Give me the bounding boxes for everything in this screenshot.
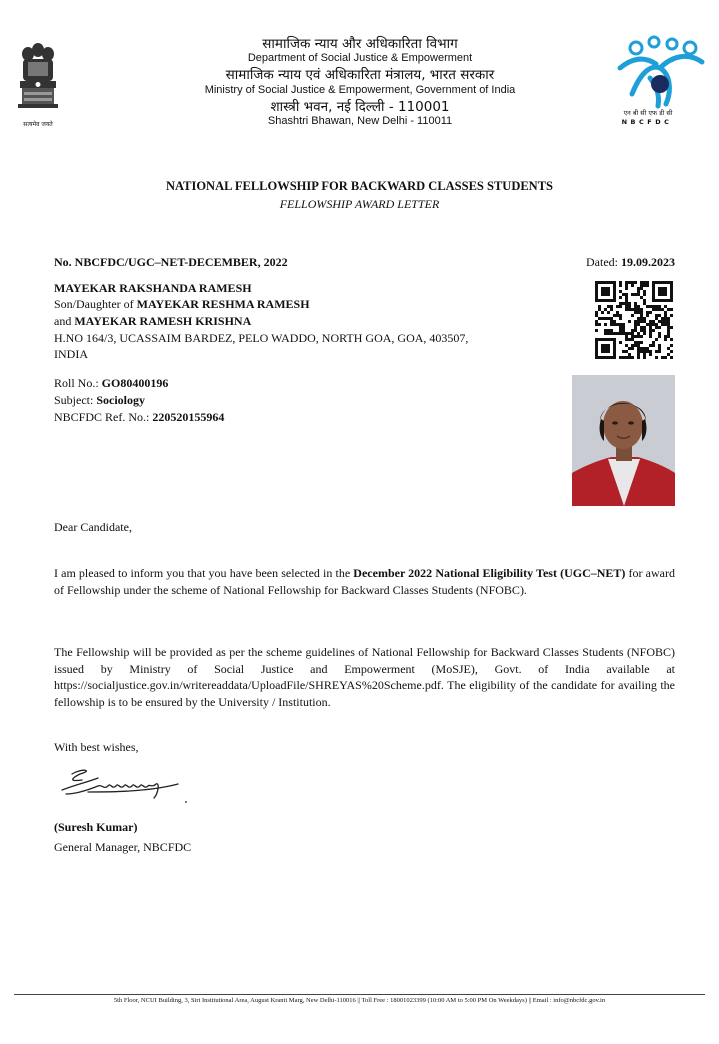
- p1-text-c: for award of Fellowship under the scheme of National Fellowship for Backward Classes Students (NFOBC).: [54, 566, 675, 597]
- father-line: [54, 314, 251, 329]
- logo-hindi-text: एन बी सी एफ डी सी: [623, 109, 673, 117]
- mother-name: MAYEKAR RESHMA RAMESH: [136, 297, 310, 311]
- roll-label: Roll No.:: [54, 376, 102, 390]
- date-value: 19.09.2023: [621, 255, 675, 269]
- letter-title: NATIONAL FELLOWSHIP FOR BACKWARD CLASSES STUDENTS: [165, 179, 553, 193]
- father-name: MAYEKAR RAMESH KRISHNA: [74, 314, 252, 328]
- paragraph-selection: [54, 565, 675, 598]
- subject-value: Sociology: [96, 393, 145, 407]
- logo-abbreviation: NBCFDC: [621, 118, 673, 126]
- address-line-1: H.NO 164/3, UCASSAIM BARDEZ, PELO WADDO, NORTH GOA, GOA, 403507,: [54, 331, 469, 345]
- address-english: Shashtri Bhawan, New Delhi - 110011: [267, 114, 453, 127]
- nbcfdc-ref-number: [54, 410, 224, 425]
- reference-number-text: No. NBCFDC/UGC–NET-DECEMBER, 2022: [54, 255, 288, 269]
- date-label: Dated:: [586, 255, 621, 269]
- address-line-2: INDIA: [54, 347, 88, 361]
- subject-label: Subject:: [54, 393, 97, 407]
- roll-value: GO80400196: [101, 376, 169, 390]
- signatory-name: [54, 820, 137, 835]
- ministry-hindi: सामाजिक न्याय एवं अधिकारिता मंत्रालय, भारत सरकार: [225, 67, 495, 84]
- ref-label: NBCFDC Ref. No.:: [54, 410, 153, 424]
- subject: [54, 393, 145, 408]
- letterhead: [150, 36, 570, 128]
- candidate-photo: [572, 375, 675, 506]
- reference-number: [54, 255, 288, 270]
- ministry-english: Ministry of Social Justice & Empowerment, Government of India: [204, 83, 516, 96]
- emblem-caption: सत्यमेव जयते: [23, 121, 53, 128]
- signatory-designation: General Manager, NBCFDC: [54, 840, 192, 854]
- parent-prefix: Son/Daughter of: [54, 297, 137, 311]
- footer-divider: [14, 994, 705, 995]
- address-hindi: शास्त्री भवन, नई दिल्ली - 110001: [270, 98, 450, 115]
- signature-icon: [58, 764, 198, 808]
- ref-value: 220520155964: [152, 410, 225, 424]
- p1-exam-name: December 2022 National Eligibility Test (UGC–NET): [353, 566, 626, 580]
- department-english: Department of Social Justice & Empowerment: [247, 52, 473, 65]
- parent-line: [54, 297, 310, 312]
- footer-address: 5th Floor, NCUI Building, 3, Siri Institutional Area, August Kranti Marg, New Delhi-110016 || Toll Free : 18001023399 (10:00 AM to 5:00 PM On Weekdays) || Email : info@nbcfdc.gov.in: [113, 997, 606, 1004]
- roll-number: [54, 376, 168, 391]
- closing: With best wishes,: [54, 740, 139, 754]
- letter-date: [586, 255, 675, 270]
- candidate-name-text: MAYEKAR RAKSHANDA RAMESH: [54, 281, 252, 295]
- candidate-name: [54, 281, 252, 296]
- national-emblem-icon: [14, 40, 62, 132]
- letter-subtitle: FELLOWSHIP AWARD LETTER: [279, 197, 440, 211]
- department-hindi: सामाजिक न्याय और अधिकारिता विभाग: [262, 36, 458, 52]
- paragraph-guidelines: The Fellowship will be provided as per the scheme guidelines of National Fellowship for Backward Classes Students (NFOBC) issued by Ministry of Social Justice and Empowerment (MoSJE), Govt. of India available at https://socialjustice.gov.in/writereaddata/UploadFile/SHREYAS%20Scheme.pdf. The eligibility of the candidate for availing the fellowship is to be ensured by the University / Institution.: [54, 645, 675, 709]
- signatory-name-text: (Suresh Kumar): [54, 820, 138, 834]
- p1-text-a: I am pleased to inform you that you have been selected in the: [54, 566, 354, 580]
- and-label: and: [54, 314, 75, 328]
- salutation: Dear Candidate,: [54, 520, 132, 534]
- qr-code-icon: [595, 281, 673, 359]
